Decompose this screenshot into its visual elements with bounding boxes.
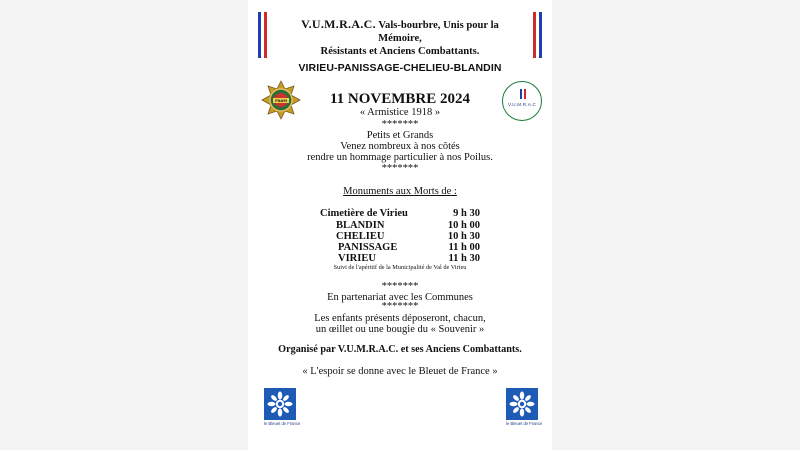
schedule-place: BLANDIN	[336, 220, 385, 231]
vumrac-logo-text: V.U.M.R.A.C	[507, 102, 537, 107]
partnership-text: En partenariat avec les Communes	[327, 292, 473, 303]
schedule-time: 10 h 00	[447, 220, 480, 231]
bleuet-caption: le Bleuet de France	[506, 421, 543, 426]
schedule-place: Cimetière de Virieu	[320, 208, 408, 219]
poster-page	[248, 0, 552, 450]
schedule-time: 9 h 30	[453, 208, 480, 219]
schedule-place: PANISSAGE	[338, 242, 398, 253]
separator: *******	[381, 163, 419, 174]
cornflower-icon	[506, 388, 538, 420]
bleuet-de-france-logo	[506, 388, 538, 420]
association-name	[280, 18, 520, 58]
schedule-time: 11 h 00	[448, 242, 480, 253]
invitation-line: Venez nombreux à nos côtés	[340, 141, 460, 152]
association-name-line1: Vals-bourbre, Unis pour la Mémoire,	[378, 20, 499, 44]
bleuet-de-france-logo	[264, 388, 296, 420]
children-line: un œillet ou une bougie du « Souvenir »	[315, 324, 485, 335]
separator: *******	[381, 301, 419, 312]
invitation-line: rendre un hommage particulier à nos Poilus.	[307, 152, 493, 163]
schedule-row	[320, 208, 480, 220]
aperitif-note: Suivi de l'apéritif de la Municipalité de Val de Virieu	[333, 264, 467, 271]
header-box	[258, 12, 542, 58]
schedule-place: CHELIEU	[336, 231, 385, 242]
armistice-label: « Armistice 1918 »	[359, 107, 441, 118]
monuments-title: Monuments aux Morts de :	[343, 186, 457, 197]
bleuet-motto: « L'espoir se donne avec le Bleuet de France »	[302, 366, 498, 377]
organised-by: Organisé par V.U.M.R.A.C. et ses Anciens Combattants.	[278, 344, 522, 355]
schedule-time: 10 h 30	[447, 231, 480, 242]
fnam-logo-text: FNAM	[275, 99, 287, 104]
separator: *******	[381, 281, 419, 292]
association-acronym: V.U.M.R.A.C.	[301, 17, 376, 31]
tricolour-stripe	[264, 12, 267, 58]
villages-title: VIRIEU-PANISSAGE-CHELIEU-BLANDIN	[298, 62, 502, 74]
invitation-line: Petits et Grands	[366, 130, 434, 141]
schedule-time: 11 h 30	[448, 253, 480, 264]
schedule-place: VIRIEU	[338, 253, 376, 264]
bleuet-caption: le Bleuet de France	[264, 421, 301, 426]
separator: *******	[381, 119, 419, 130]
association-name-line2: Résistants et Anciens Combattants.	[320, 46, 480, 57]
cornflower-icon	[264, 388, 296, 420]
children-line: Les enfants présents déposeront, chacun,	[314, 313, 486, 324]
event-date: 11 NOVEMBRE 2024	[329, 91, 470, 107]
tricolour-stripe	[539, 12, 542, 58]
